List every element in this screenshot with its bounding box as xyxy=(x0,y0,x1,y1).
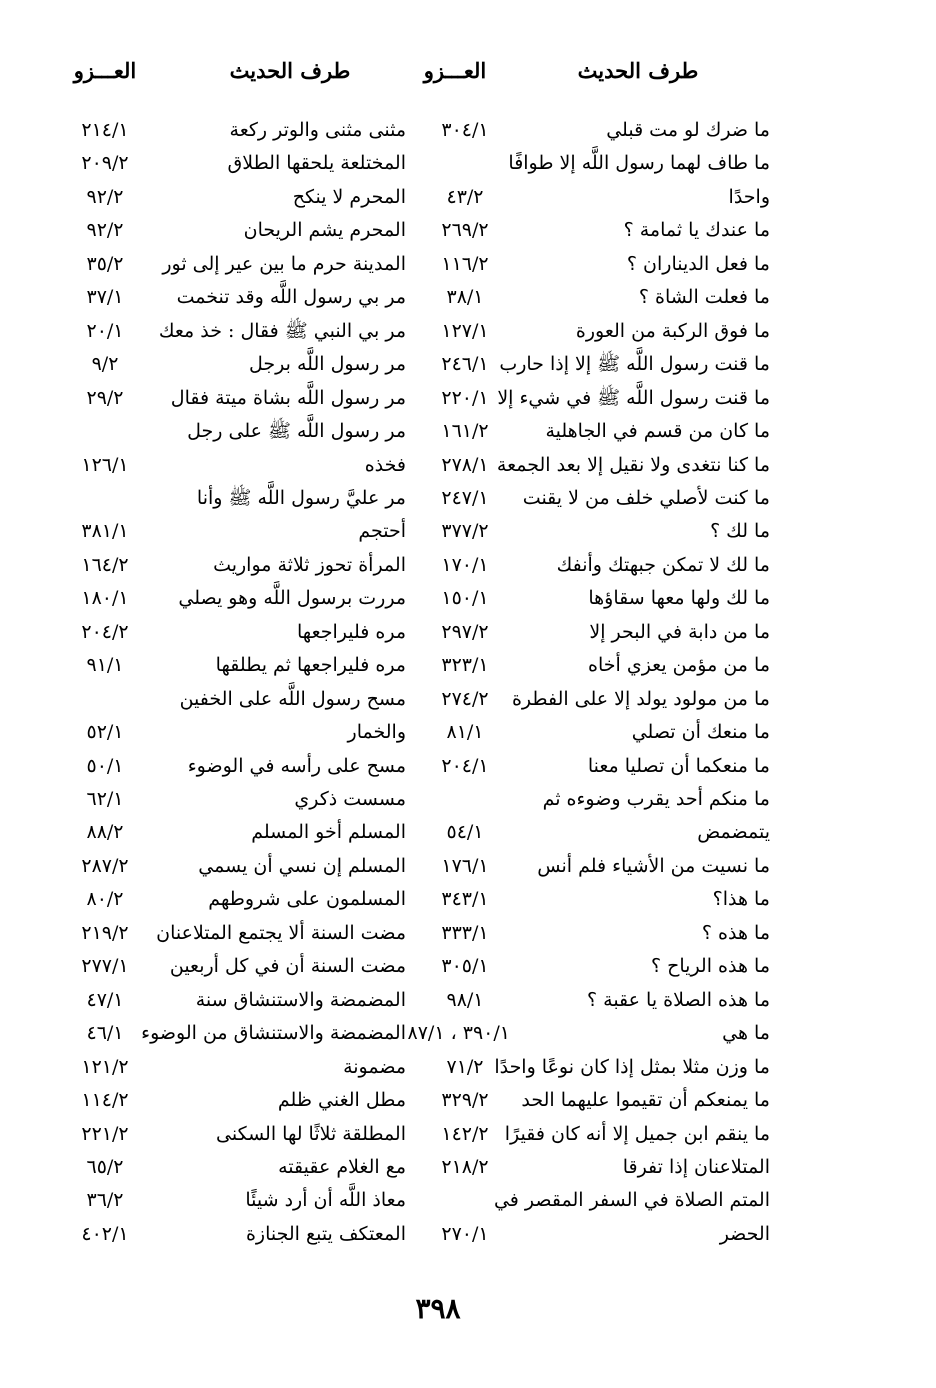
hadith-text-left: مضت السنة ألا يجتمع المتلاعنان xyxy=(156,921,406,944)
table-row xyxy=(0,616,936,649)
table-row xyxy=(0,716,936,749)
reference-right: ٣٤٣/١ xyxy=(441,888,489,911)
reference-left: ٤٦/١ xyxy=(86,1022,124,1045)
reference-right: ٧١/٢ xyxy=(446,1055,484,1078)
reference-left: ٣٦/٢ xyxy=(86,1189,124,1212)
hadith-text-right: ما عندك يا ثمامة ؟ xyxy=(623,219,770,242)
hadith-text-left: المسلمون على شروطهم xyxy=(208,888,406,911)
hadith-text-right: ما يمنعكم أن تقيموا عليهما الحد xyxy=(521,1089,770,1112)
reference-right: ٥٤/١ xyxy=(446,821,484,844)
reference-left: ٤٠٢/١ xyxy=(81,1222,129,1245)
reference-right: ٣٩٠/١ ، ٨٧/١ xyxy=(407,1022,510,1045)
reference-left: ٣٨١/١ xyxy=(81,520,129,543)
reference-left: ٢٩/٢ xyxy=(86,386,124,409)
reference-left: ٢١٩/٢ xyxy=(81,921,129,944)
reference-right: ٣٠٤/١ xyxy=(441,119,489,141)
hadith-text-right: ما طاف لهما رسول اللَّه إلا طوافًا xyxy=(508,152,770,175)
reference-left: ١١٤/٢ xyxy=(81,1089,129,1112)
table-row xyxy=(0,783,936,816)
reference-right: ٣٠٥/١ xyxy=(441,955,489,978)
hadith-text-right: ما من مؤمن يعزي أخاه xyxy=(588,654,770,677)
hadith-text-left: مضمونة xyxy=(343,1055,406,1078)
hadith-text-right: ما فعلت الشاة ؟ xyxy=(638,286,770,309)
hadith-text-right: ما منعكما أن تصليا معنا xyxy=(587,754,770,777)
hadith-text-right: ما لك لا تمكن جبهتك وأنفك xyxy=(556,553,770,576)
hadith-text-right: ما ينقم ابن جميل إلا أنه كان فقيرًا xyxy=(504,1122,770,1145)
reference-left: ٩٢/٢ xyxy=(86,219,124,242)
reference-right: ٢٧٨/١ xyxy=(441,453,489,476)
table-row xyxy=(0,382,936,415)
reference-left: ١٢٦/١ xyxy=(81,453,129,476)
hadith-text-left: مر عليَّ رسول اللَّه ﷺ وأنا xyxy=(196,486,406,509)
hadith-text-right: واحدًا xyxy=(728,185,770,208)
hadith-text-right: ما هذا؟ xyxy=(712,888,770,911)
hadith-text-left: أحتجم xyxy=(358,520,406,543)
hadith-text-right: ما فعل الديناران ؟ xyxy=(626,252,770,275)
reference-right: ١٥٠/١ xyxy=(441,587,489,610)
reference-right: ٩٨/١ xyxy=(446,988,484,1011)
hadith-text-left: مسح رسول اللَّه على الخفين xyxy=(179,687,406,710)
reference-left: ٢٠٤/٢ xyxy=(81,620,129,643)
column-header-hadith-left: طرف الحديث xyxy=(229,58,351,83)
reference-right: ٢٤٦/١ xyxy=(441,353,489,376)
hadith-text-left: المضمضة والاستنشاق سنة xyxy=(195,988,406,1011)
table-row xyxy=(0,917,936,950)
table-row xyxy=(0,1151,936,1184)
reference-left: ١٢١/٢ xyxy=(81,1055,129,1078)
hadith-text-right: ما هي xyxy=(722,1022,770,1045)
hadith-text-left: مثنى مثنى والوتر ركعة xyxy=(229,119,406,141)
table-row xyxy=(0,248,936,281)
hadith-text-left: مررت برسول اللَّه وهو يصلي xyxy=(178,587,406,610)
table-row xyxy=(0,1118,936,1151)
reference-left: ١٦٤/٢ xyxy=(81,553,129,576)
table-row xyxy=(0,883,936,916)
hadith-text-left: المعتكف يتبع الجنازة xyxy=(245,1222,406,1245)
hadith-text-right: ما قنت رسول اللَّه ﷺ إلا إذا حارب xyxy=(499,353,770,376)
page-number: ٣٩٨ xyxy=(415,1292,461,1325)
reference-right: ٢٧٠/١ xyxy=(441,1222,489,1245)
hadith-text-right: ما ضرك لو مت قبلي xyxy=(606,119,770,141)
table-row xyxy=(0,1084,936,1117)
reference-right: ٢٧٤/٢ xyxy=(441,687,489,710)
hadith-text-right: ما نسيت من الأشياء فلم أنس xyxy=(537,854,770,877)
reference-right: ١٧٠/١ xyxy=(441,553,489,576)
hadith-text-left: مر رسول اللَّه ﷺ على رجل xyxy=(187,420,406,443)
reference-right: ٣٢٣/١ xyxy=(441,654,489,677)
table-row xyxy=(0,214,936,247)
reference-right: ١١٦/٢ xyxy=(441,252,489,275)
table-row xyxy=(0,315,936,348)
table-row xyxy=(0,750,936,783)
table-row xyxy=(0,348,936,381)
reference-left: ٢٠/١ xyxy=(86,319,124,342)
hadith-text-right: ما لك ؟ xyxy=(710,520,770,543)
reference-left: ٢٨٧/٢ xyxy=(81,854,129,877)
column-header-reference-right: العـــزو xyxy=(423,58,487,83)
hadith-text-left: مر رسول اللَّه بشاة ميتة فقال xyxy=(170,386,406,409)
reference-left: ٩١/١ xyxy=(86,654,124,677)
hadith-text-right: ما منكم أحد يقرب وضوءه ثم xyxy=(542,788,770,810)
reference-right: ٢٠٤/١ xyxy=(441,754,489,777)
reference-left: ٨٠/٢ xyxy=(86,888,124,911)
reference-left: ٨٨/٢ xyxy=(86,821,124,844)
hadith-text-right: ما هذه الصلاة يا عقبة ؟ xyxy=(587,988,770,1011)
table-row xyxy=(0,281,936,314)
hadith-text-left: مطل الغني ظلم xyxy=(277,1089,406,1112)
reference-left: ٣٧/١ xyxy=(86,286,124,309)
hadith-text-left: مر رسول اللَّه برجل xyxy=(249,353,406,376)
hadith-text-left: والخمار xyxy=(347,721,406,744)
hadith-text-left: المطلقة ثلاثًا لها السكنى xyxy=(216,1122,406,1145)
reference-left: ٢٧٧/١ xyxy=(81,955,129,978)
hadith-text-left: المحرم لا ينكح xyxy=(292,185,406,208)
table-row xyxy=(0,1051,936,1084)
hadith-text-left: مره فليراجعها xyxy=(297,620,406,643)
table-row xyxy=(0,649,936,682)
reference-left: ٩٢/٢ xyxy=(86,185,124,208)
hadith-text-left: المضمضة والاستنشاق من الوضوء xyxy=(141,1022,406,1045)
table-row xyxy=(0,515,936,548)
hadith-text-right: ما فوق الركبة من العورة xyxy=(575,319,770,342)
table-row xyxy=(0,683,936,716)
table-row xyxy=(0,482,936,515)
reference-right: ٣٨/١ xyxy=(446,286,484,309)
hadith-text-right: المتلاعنان إذا تفرقا xyxy=(622,1155,770,1178)
hadith-text-left: مر بي رسول اللَّه وقد تنخمت xyxy=(176,286,406,309)
table-row xyxy=(0,449,936,482)
hadith-text-left: مضت السنة أن في كل أربعين xyxy=(169,955,406,978)
hadith-text-right: ما وزن مثلا بمثل إذا كان نوعًا واحدًا xyxy=(494,1055,770,1078)
reference-right: ٢٩٧/٢ xyxy=(441,620,489,643)
hadith-text-left: المختلعة يلحقها الطلاق xyxy=(227,152,406,175)
hadith-text-right: ما لك ولها معها سقاؤها xyxy=(588,587,770,610)
reference-right: ١٧٦/١ xyxy=(441,854,489,877)
hadith-text-right: ما كان من قسم في الجاهلية xyxy=(545,420,770,443)
reference-right: ٢٤٧/١ xyxy=(441,486,489,509)
hadith-text-left: المسلم أخو المسلم xyxy=(251,821,406,844)
reference-left: ٥٠/١ xyxy=(86,754,124,777)
reference-right: ١٦١/٢ xyxy=(441,420,489,443)
hadith-text-right: ما هذه ؟ xyxy=(701,921,770,944)
reference-left: ٦٥/٢ xyxy=(86,1155,124,1178)
hadith-text-left: مع الغلام عقيقته xyxy=(278,1155,406,1178)
hadith-text-right: ما كنت لأصلي خلف من لا يقنت xyxy=(522,486,770,509)
table-row xyxy=(0,850,936,883)
reference-left: ٣٥/٢ xyxy=(86,252,124,275)
reference-right: ٤٣/٢ xyxy=(446,185,484,208)
table-row xyxy=(0,114,936,147)
hadith-text-left: فخذه xyxy=(364,453,406,476)
hadith-text-left: مسست ذكري xyxy=(294,788,406,810)
table-row xyxy=(0,181,936,214)
reference-right: ٣٣٣/١ xyxy=(441,921,489,944)
table-row xyxy=(0,147,936,180)
hadith-text-left: المسلم إن نسي أن يسمي xyxy=(198,854,406,877)
reference-left: ٦٢/١ xyxy=(86,788,124,810)
table-row xyxy=(0,1017,936,1050)
column-header-hadith-right: طرف الحديث xyxy=(577,58,699,83)
hadith-text-left: مر بي النبي ﷺ فقال : خذ معك xyxy=(158,319,406,342)
reference-left: ٢١٤/١ xyxy=(81,119,129,141)
hadith-text-left: المدينة حرم ما بين عير إلى ثور xyxy=(162,252,406,275)
hadith-text-right: ما من دابة في البحر إلا xyxy=(589,620,770,643)
hadith-text-right: ما كنا نتغدى ولا نقيل إلا بعد الجمعة xyxy=(496,453,770,476)
reference-left: ٢٢١/٢ xyxy=(81,1122,129,1145)
reference-right: ٢٢٠/١ xyxy=(441,386,489,409)
table-row xyxy=(0,1184,936,1217)
reference-right: ٣٢٩/٢ xyxy=(441,1089,489,1112)
hadith-text-right: المتم الصلاة في السفر المقصر في xyxy=(493,1189,770,1212)
reference-right: ٢١٨/٢ xyxy=(441,1155,489,1178)
hadith-text-right: الحضر xyxy=(719,1222,770,1245)
hadith-text-right: ما هذه الرياح ؟ xyxy=(650,955,770,978)
reference-left: ٩/٢ xyxy=(91,353,119,376)
reference-right: ١٤٢/٢ xyxy=(441,1122,489,1145)
hadith-text-right: ما من مولود يولد إلا على الفطرة xyxy=(511,687,770,710)
reference-left: ١٨٠/١ xyxy=(81,587,129,610)
reference-right: ٢٦٩/٢ xyxy=(441,219,489,242)
table-row xyxy=(0,816,936,849)
reference-right: ٣٧٧/٢ xyxy=(441,520,489,543)
reference-left: ٤٧/١ xyxy=(86,988,124,1011)
reference-right: ٨١/١ xyxy=(446,721,484,744)
table-row xyxy=(0,950,936,983)
hadith-text-left: معاذ اللَّه أن أرد شيئًا xyxy=(245,1189,406,1212)
hadith-text-left: مسح على رأسه في الوضوء xyxy=(187,754,406,777)
table-row xyxy=(0,1218,936,1251)
hadith-text-left: المرأة تحوز ثلاثة مواريث xyxy=(213,553,406,576)
table-row xyxy=(0,415,936,448)
hadith-text-right: ما منعك أن تصلي xyxy=(631,721,770,744)
table-row xyxy=(0,984,936,1017)
table-row xyxy=(0,549,936,582)
column-header-reference-left: العـــزو xyxy=(73,58,137,83)
hadith-text-right: يتمضمض xyxy=(697,821,770,844)
reference-right: ١٢٧/١ xyxy=(441,319,489,342)
hadith-text-right: ما قنت رسول اللَّه ﷺ في شيء إلا xyxy=(497,386,770,409)
hadith-text-left: المحرم يشم الريحان xyxy=(243,219,406,242)
reference-left: ٥٢/١ xyxy=(86,721,124,744)
hadith-text-left: مره فليراجعها ثم يطلقها xyxy=(215,654,406,677)
table-row xyxy=(0,582,936,615)
reference-left: ٢٠٩/٢ xyxy=(81,152,129,175)
